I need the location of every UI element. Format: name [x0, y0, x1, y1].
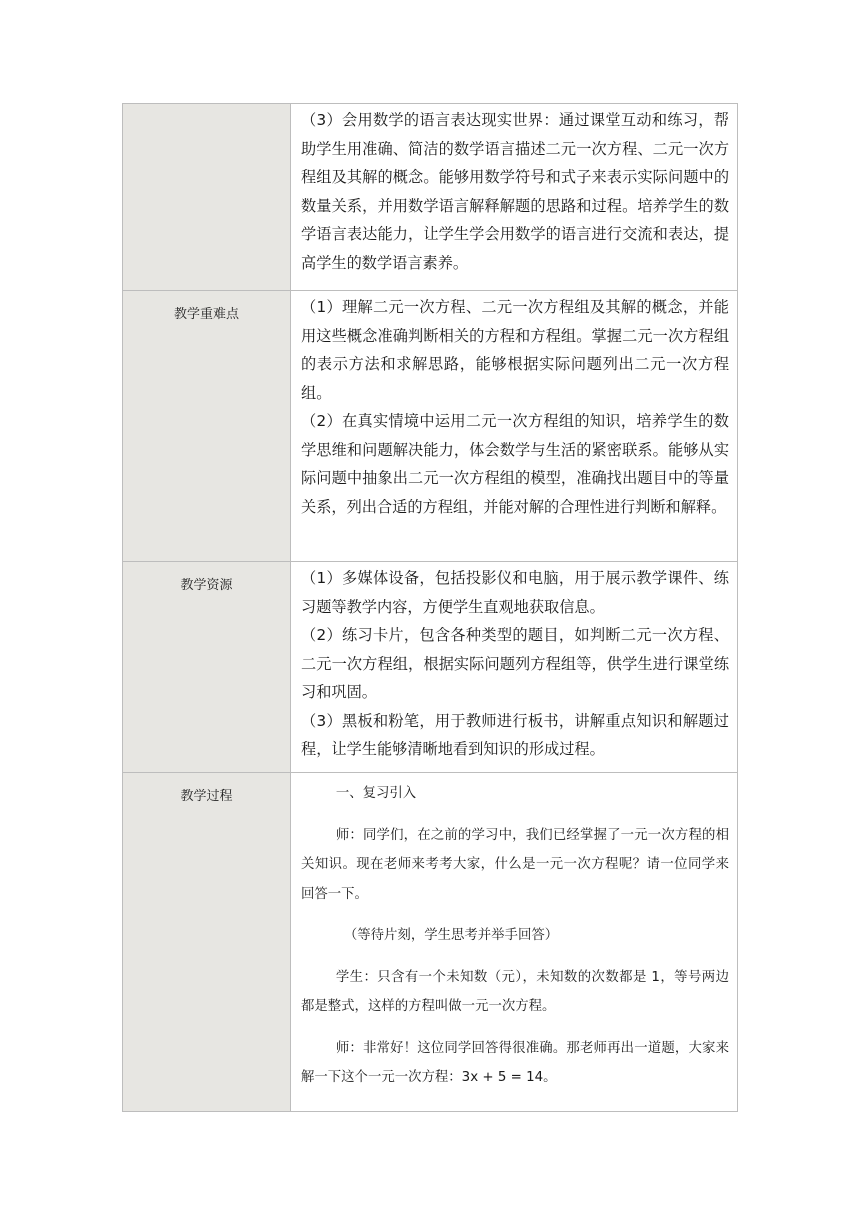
table-row [123, 773, 738, 1112]
table-row [123, 291, 738, 562]
key-difficulties-cell [291, 291, 738, 562]
student-line: 学生：只含有一个未知数（元），未知数的次数都是 1，等号两边都是整式，这样的方程叫做一元一次方程。 [301, 969, 729, 1014]
row-label: 教学资源 [180, 578, 233, 593]
table-row [123, 562, 738, 773]
teacher-line: 师：同学们，在之前的学习中，我们已经掌握了一元一次方程的相关知识。现在老师来考考大家，什么是一元一次方程呢？请一位同学来回答一下。 [301, 827, 729, 902]
key-difficulties-label-cell [123, 291, 291, 562]
teacher-line: 师：非常好！这位同学回答得很准确。那老师再出一道题，大家来解一下这个一元一次方程：3x + 5 = 14。 [301, 1040, 729, 1085]
lesson-plan-table [122, 103, 738, 1112]
section-heading: 一、复习引入 [335, 786, 417, 801]
row-label: 教学过程 [180, 789, 233, 804]
resource-paragraph: （2）练习卡片，包含各种类型的题目，如判断二元一次方程、二元一次方程组，根据实际问题列方程组等，供学生进行课堂练习和巩固。 [301, 626, 729, 701]
table-row [123, 104, 738, 291]
resource-paragraph: （1）多媒体设备，包括投影仪和电脑，用于展示教学课件、练习题等教学内容，方便学生直观地获取信息。 [301, 569, 729, 616]
row-label: 教学重难点 [173, 307, 239, 322]
stage-note: （等待片刻，学生思考并举手回答） [343, 928, 559, 943]
resources-cell [291, 562, 738, 773]
row-label-empty [123, 104, 291, 291]
resource-paragraph: （3）黑板和粉笔，用于教师进行板书，讲解重点知识和解题过程，让学生能够清晰地看到知识的形成过程。 [301, 711, 729, 758]
resources-label-cell [123, 562, 291, 773]
difficulty-paragraph: （1）理解二元一次方程、二元一次方程组及其解的概念，并能用这些概念准确判断相关的方程和方程组。掌握二元一次方程组的表示方法和求解思路，能够根据实际问题列出二元一次方程组。 [301, 298, 729, 402]
difficulty-paragraph: （2）在真实情境中运用二元一次方程组的知识，培养学生的数学思维和问题解决能力，体会数学与生活的紧密联系。能够从实际问题中抽象出二元一次方程组的模型，准确找出题目中的等量关系，列出合适的方程组，并能对解的合理性进行判断和解释。 [301, 412, 729, 516]
objectives-cell [291, 104, 738, 291]
process-cell [291, 773, 738, 1112]
process-label-cell [123, 773, 291, 1112]
objective-paragraph: （3）会用数学的语言表达现实世界：通过课堂互动和练习，帮助学生用准确、简洁的数学语言描述二元一次方程、二元一次方程组及其解的概念。能够用数学符号和式子来表示实际问题中的数量关系，并用数学语言解释解题的思路和过程。培养学生的数学语言表达能力，让学生学会用数学的语言进行交流和表达，提高学生的数学语言素养。 [301, 111, 729, 272]
